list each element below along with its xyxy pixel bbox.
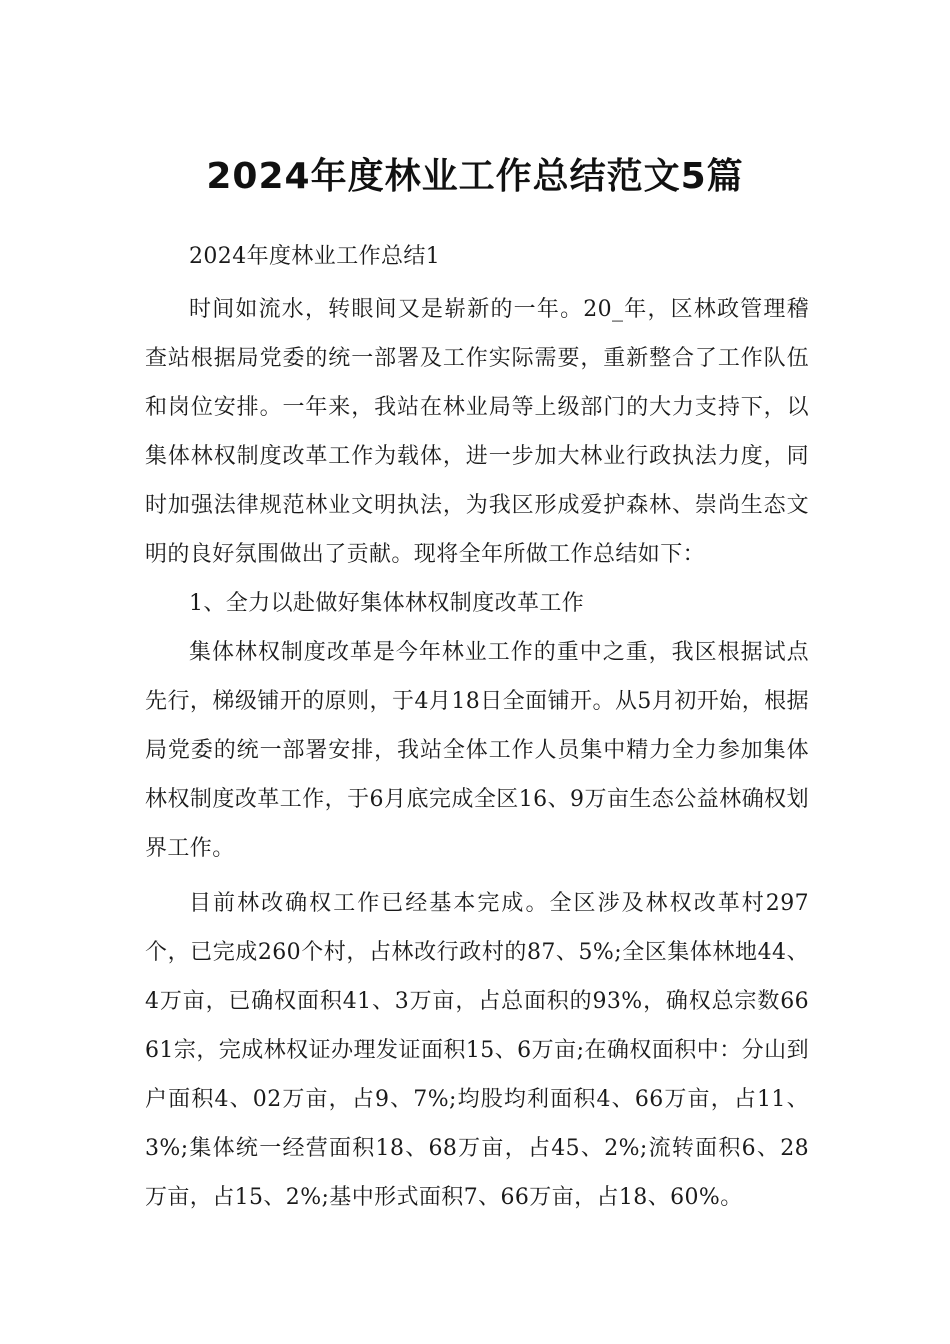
body-paragraph: 集体林权制度改革是今年林业工作的重中之重，我区根据试点先行，梯级铺开的原则，于4月18日全面铺开。从5月初开始，根据局党委的统一部署安排，我站全体工作人员集中精力全力参加集体林权制度改革工作，于6月底完成全区16、9万亩生态公益林确权划界工作。	[145, 640, 809, 861]
document-title: 2024年度林业工作总结范文5篇	[206, 156, 744, 198]
intro-paragraph: 时间如流水，转眼间又是崭新的一年。20_年，区林政管理稽查站根据局党委的统一部署及工作实际需要，重新整合了工作队伍和岗位安排。一年来，我站在林业局等上级部门的大力支持下，以集体林权制度改革工作为载体，进一步加大林业行政执法力度，同时加强法律规范林业文明执法，为我区形成爱护森林、崇尚生态文明的良好氛围做出了贡献。现将全年所做工作总结如下：	[145, 297, 809, 567]
document-body	[145, 232, 809, 1222]
section-heading: 2024年度林业工作总结1	[189, 244, 441, 269]
body-paragraph: 目前林改确权工作已经基本完成。全区涉及林权改革村297个，已完成260个村，占林改行政村的87、5%;全区集体林地44、4万亩，已确权面积41、3万亩，占总面积的93%，确权总宗数6661宗，完成林权证办理发证面积15、6万亩;在确权面积中：分山到户面积4、02万亩，占9、7%;均股均利面积4、66万亩，占11、3%;集体统一经营面积18、68万亩，占45、2%;流转面积6、28万亩，占15、2%;基中形式面积7、66万亩，占18、60%。	[145, 891, 809, 1210]
item-heading: 1、全力以赴做好集体林权制度改革工作	[189, 591, 585, 616]
